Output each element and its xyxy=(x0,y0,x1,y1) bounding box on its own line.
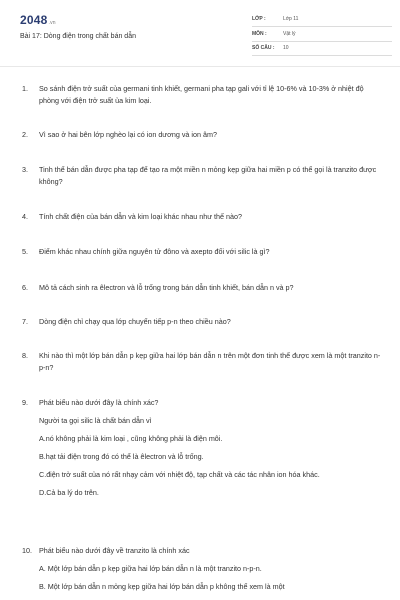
option-a[interactable]: A. Một lớp bán dẫn p kẹp giữa hai lớp bán dẫn n là một tranzito n-p-n. xyxy=(39,564,262,573)
option-c[interactable]: C.điện trở suất của nó rất nhạy cảm với nhiệt độ, tạp chất và các tác nhân ion hóa khác. xyxy=(39,470,320,479)
question-9 xyxy=(22,397,382,499)
question-8 xyxy=(22,350,382,374)
header-divider xyxy=(0,66,400,67)
meta-subject-value: Vật lý xyxy=(283,31,296,37)
question-body xyxy=(39,545,382,593)
meta-question-count-value: 10 xyxy=(283,45,289,51)
lesson-title: Bài 17: Dòng điện trong chất bán dẫn xyxy=(20,33,136,40)
question-number: 9. xyxy=(22,398,28,407)
question-text: Phát biểu nào dưới đây là chính xác? xyxy=(39,398,159,407)
question-1 xyxy=(22,83,382,107)
logo-text: 2048 xyxy=(20,13,48,27)
question-text: Tính chất điện của bán dẫn và kim loại khác nhau như thế nào? xyxy=(39,212,243,221)
option-b[interactable]: B.hạt tải điện trong đó có thể là êlectron và lỗ trống. xyxy=(39,452,204,461)
question-body xyxy=(39,397,382,499)
question-4 xyxy=(22,211,382,223)
question-7 xyxy=(22,316,382,328)
question-number: 2. xyxy=(22,130,28,139)
question-number: 6. xyxy=(22,283,28,292)
question-number: 7. xyxy=(22,317,28,326)
question-text: Tinh thể bán dẫn được pha tạp để tạo ra một miền n mỏng kẹp giữa hai miền p có thể gọi là tranzito được không? xyxy=(39,165,377,186)
page-header xyxy=(0,0,400,66)
question-number: 5. xyxy=(22,247,28,256)
question-number: 4. xyxy=(22,212,28,221)
meta-class-label: LỚP : xyxy=(252,16,266,22)
question-text: Khi nào thì một lớp bán dẫn p kẹp giữa hai lớp bán dẫn n trên một đơn tinh thể được xem là một tranzito n-p-n? xyxy=(39,351,381,372)
question-stem: Người ta gọi silic là chất bán dẫn vì xyxy=(39,416,152,425)
question-number: 10. xyxy=(22,546,32,555)
question-10 xyxy=(22,545,382,593)
question-number: 3. xyxy=(22,165,28,174)
meta-class-value: Lớp 11 xyxy=(283,16,299,22)
option-b[interactable]: B. Một lớp bán dẫn n mỏng kẹp giữa hai lớp bán dẫn p không thể xem là một xyxy=(39,582,285,591)
meta-subject-label: MÔN : xyxy=(252,31,267,37)
logo-suffix: .vn xyxy=(48,20,56,26)
question-text: Vì sao ở hai bên lớp nghèo lại có ion dương và ion âm? xyxy=(39,130,217,139)
question-6 xyxy=(22,282,382,294)
question-5 xyxy=(22,246,382,258)
question-text: Phát biểu nào dưới đây về tranzito là chính xác xyxy=(39,546,190,555)
question-text: So sánh điện trở suất của germani tinh khiết, germani pha tạp gali với tỉ lệ 10-6% và 10-3% ở nhiệt độ phòng với điện trở suất ủa kim loại. xyxy=(39,84,364,105)
meta-question-count-label: SỐ CÂU : xyxy=(252,45,275,51)
meta-class xyxy=(252,14,392,27)
option-d[interactable]: D.Cả ba lý do trên. xyxy=(39,488,99,497)
question-3 xyxy=(22,164,382,188)
site-logo[interactable] xyxy=(20,13,56,27)
question-text: Điểm khác nhau chính giữa nguyên tử đôno và axepto đối với silic là gì? xyxy=(39,247,270,256)
meta-subject xyxy=(252,29,392,42)
meta-question-count xyxy=(252,43,392,56)
question-2 xyxy=(22,129,382,141)
question-text: Dòng điện chỉ chạy qua lớp chuyển tiếp p-n theo chiều nào? xyxy=(39,317,231,326)
question-number: 1. xyxy=(22,84,28,93)
question-text: Mô tả cách sinh ra êlectron và lỗ trống trong bán dẫn tinh khiết, bán dẫn n và p? xyxy=(39,283,294,292)
question-number: 8. xyxy=(22,351,28,360)
option-a[interactable]: A.nó không phải là kim loại , cũng không phải là điện môi. xyxy=(39,434,223,443)
